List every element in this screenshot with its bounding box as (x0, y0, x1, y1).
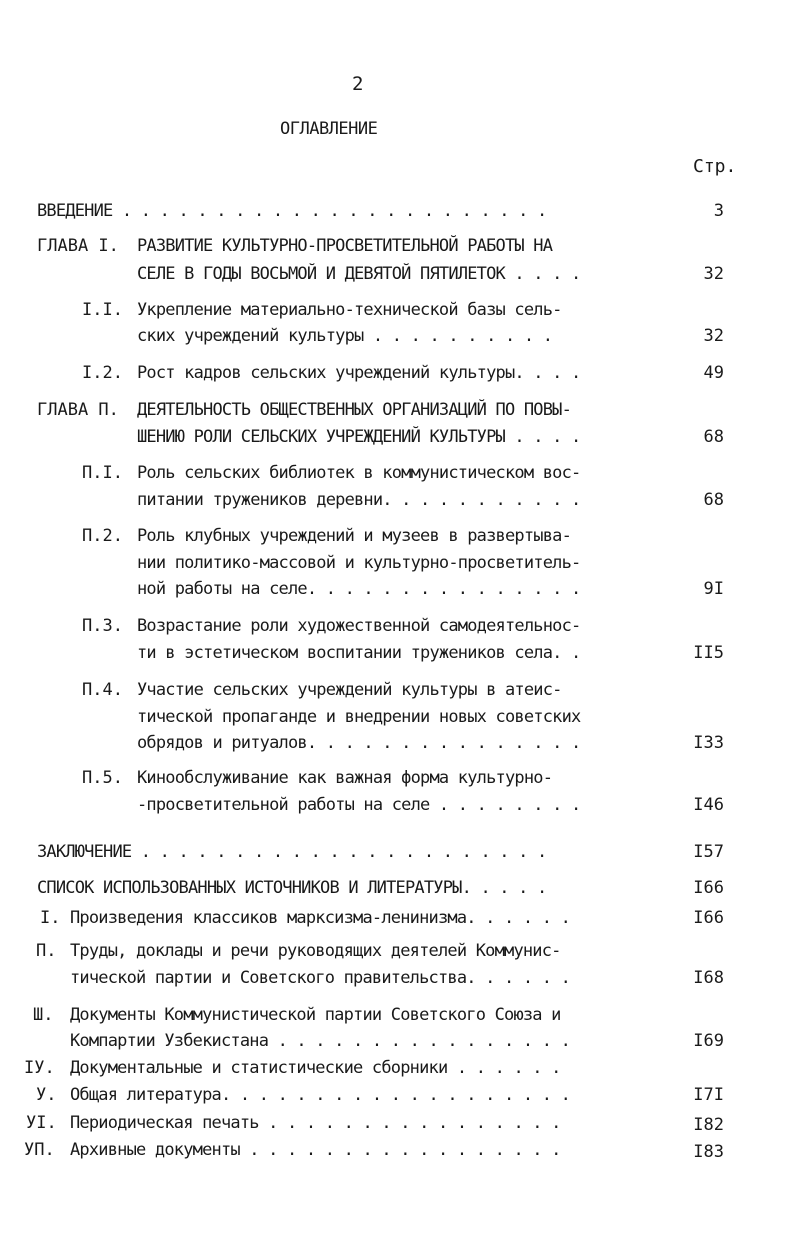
toc-page-ref: I82 (693, 1115, 724, 1135)
toc-page-ref: 49 (703, 363, 724, 383)
toc-entry-bib-6-line-1: Периодическая печать . . . . . . . . . . . . . . . . (70, 1113, 561, 1133)
toc-entry-bib-2-line-2: тической партии и Советского правительства. . . . . . (70, 968, 571, 988)
toc-page-ref: 32 (703, 326, 724, 346)
toc-page-ref: 3 (713, 201, 724, 221)
toc-entry-bib-2-line-1: Труды, доклады и речи руководящих деятелей Коммунис- (70, 941, 561, 961)
toc-entry-bib-3-line-1: Документы Коммунистической партии Советского Союза и (70, 1005, 561, 1025)
toc-page-ref: II5 (693, 643, 724, 663)
toc-page-ref: I33 (693, 733, 724, 753)
toc-entry-conclusion: ЗАКЛЮЧЕНИЕ . . . . . . . . . . . . . . . . . . . . . . (37, 842, 547, 862)
toc-entry-bib-5-prefix: У. (36, 1085, 57, 1105)
toc-page-ref: 32 (703, 264, 724, 284)
toc-entry-chapter-2-line-2: ШЕНИЮ РОЛИ СЕЛЬСКИХ УЧРЕЖДЕНИЙ КУЛЬТУРЫ . . . . (137, 427, 581, 447)
toc-entry-bib-6-prefix: УI. (26, 1113, 57, 1133)
toc-entry-section-2-3-prefix: П.3. (82, 616, 123, 636)
toc-entry-chapter-1-prefix: ГЛАВА I. (37, 236, 119, 256)
toc-entry-chapter-1-line-2: СЕЛЕ В ГОДЫ ВОСЬМОЙ И ДЕВЯТОЙ ПЯТИЛЕТОК . . . . (137, 264, 581, 284)
toc-entry-section-2-4-line-3: обрядов и ритуалов. . . . . . . . . . . . . . . (137, 733, 581, 753)
toc-entry-section-2-2-prefix: П.2. (82, 526, 123, 546)
toc-page-ref: 68 (703, 490, 724, 510)
toc-entry-bib-1-prefix: I. (40, 908, 61, 928)
toc-entry-bib-1-line-1: Произведения классиков марксизма-ленинизма. . . . . . (70, 908, 571, 928)
toc-page-ref: I57 (693, 842, 724, 862)
toc-page-ref: I83 (693, 1142, 724, 1162)
toc-entry-section-2-1-line-2: питании тружеников деревни. . . . . . . . . . . (137, 490, 581, 510)
toc-page-ref: I46 (693, 795, 724, 815)
toc-entry-bib-3-prefix: Ш. (33, 1005, 54, 1025)
page-column-header: Стр. (693, 156, 737, 177)
toc-entry-bib-2-prefix: П. (36, 941, 57, 961)
page-number: 2 (352, 73, 364, 95)
toc-entry-section-2-4-line-1: Участие сельских учреждений культуры в атеис- (137, 680, 562, 700)
toc-entry-section-2-4-prefix: П.4. (82, 680, 123, 700)
toc-entry-section-1-1-line-2: ских учреждений культуры . . . . . . . . . . (137, 326, 553, 346)
toc-entry-section-2-2-line-1: Роль клубных учреждений и музеев в развертыва- (137, 526, 572, 546)
toc-entry-section-2-5-prefix: П.5. (82, 768, 123, 788)
toc-entry-section-2-3-line-2: ти в эстетическом воспитании тружеников села. . (137, 643, 581, 663)
toc-entry-section-1-1-prefix: I.I. (82, 300, 123, 320)
toc-entry-section-2-1-line-1: Роль сельских библиотек в коммунистическом вос- (137, 463, 581, 483)
toc-entry-section-2-1-prefix: П.I. (82, 463, 123, 483)
toc-entry-section-2-5-line-2: -просветительной работы на селе . . . . . . . . (137, 795, 581, 815)
toc-entry-bibliography: СПИСОК ИСПОЛЬЗОВАННЫХ ИСТОЧНИКОВ И ЛИТЕРАТУРЫ. . . . . (37, 878, 547, 898)
toc-page-ref: I66 (693, 878, 724, 898)
toc-page-ref: I7I (693, 1085, 724, 1105)
toc-page-ref: 68 (703, 427, 724, 447)
toc-entry-introduction: ВВЕДЕНИЕ . . . . . . . . . . . . . . . . . . . . . . . (37, 201, 547, 221)
toc-entry-bib-3-line-2: Компартии Узбекистана . . . . . . . . . . . . . . . . (70, 1031, 571, 1051)
toc-entry-section-2-2-line-3: ной работы на селе. . . . . . . . . . . . . . . (137, 579, 581, 599)
toc-entry-section-1-1-line-1: Укрепление материально-технической базы сель- (137, 300, 562, 320)
toc-entry-chapter-2-prefix: ГЛАВА П. (37, 400, 119, 420)
toc-entry-section-2-5-line-1: Кинообслуживание как важная форма культурно- (137, 768, 553, 788)
toc-entry-section-1-2-prefix: I.2. (82, 363, 123, 383)
toc-entry-bib-4-prefix: IУ. (24, 1058, 55, 1078)
toc-entry-section-1-2-line-1: Рост кадров сельских учреждений культуры. . . . (137, 363, 581, 383)
toc-entry-chapter-1-line-1: РАЗВИТИЕ КУЛЬТУРНО-ПРОСВЕТИТЕЛЬНОЙ РАБОТЫ НА (137, 236, 553, 256)
toc-page-ref: I66 (693, 908, 724, 928)
toc-entry-bib-7-prefix: УП. (24, 1140, 55, 1160)
toc-entry-section-2-3-line-1: Возрастание роли художественной самодеятельнос- (137, 616, 581, 636)
toc-page-ref: I68 (693, 968, 724, 988)
toc-entry-bib-7-line-1: Архивные документы . . . . . . . . . . . . . . . . . (70, 1140, 561, 1160)
toc-entry-chapter-2-line-1: ДЕЯТЕЛЬНОСТЬ ОБЩЕСТВЕННЫХ ОРГАНИЗАЦИЙ ПО ПОВЫ- (137, 400, 572, 420)
toc-page-ref: I69 (693, 1031, 724, 1051)
toc-entry-section-2-2-line-2: нии политико-массовой и культурно-просветитель- (137, 553, 581, 573)
toc-title: ОГЛАВЛЕНИЕ (280, 119, 378, 139)
toc-entry-bib-4-line-1: Документальные и статистические сборники . . . . . . (70, 1058, 561, 1078)
toc-page-ref: 9I (703, 579, 724, 599)
toc-entry-section-2-4-line-2: тической пропаганде и внедрении новых советских (137, 707, 581, 727)
toc-entry-bib-5-line-1: Общая литература. . . . . . . . . . . . . . . . . . . (70, 1085, 571, 1105)
